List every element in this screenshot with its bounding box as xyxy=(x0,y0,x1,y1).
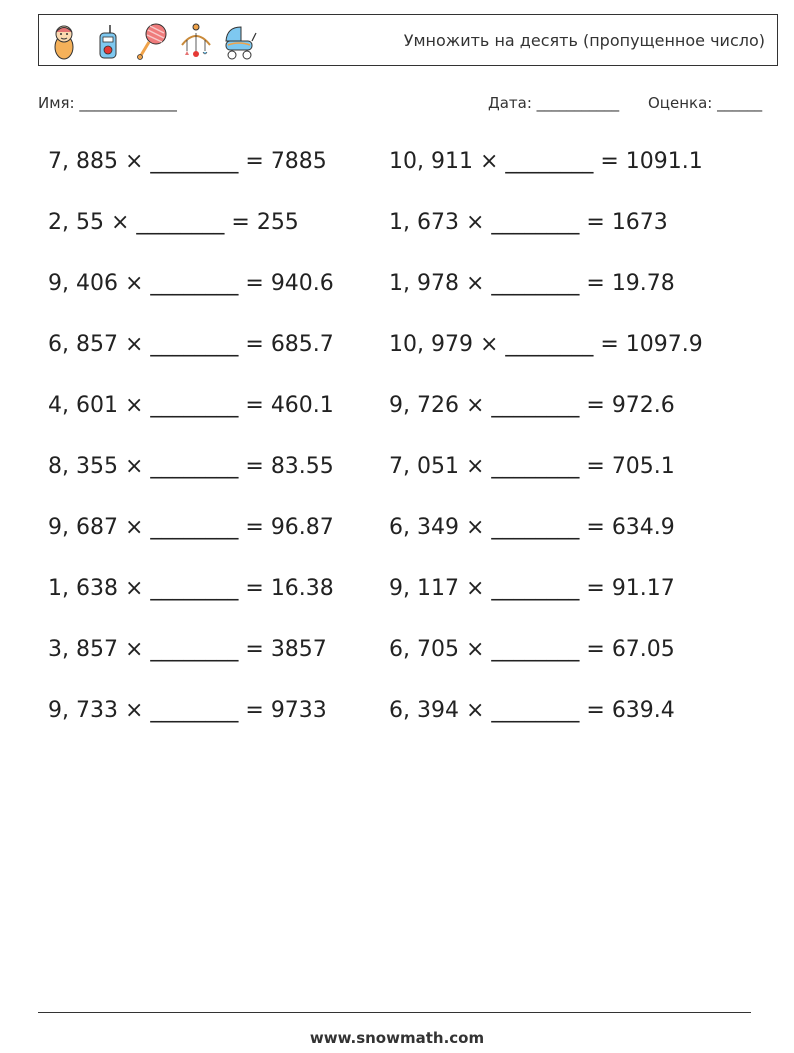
problem-right-2: 1, 673 × ________ = 1673 xyxy=(389,210,668,235)
problem-right-8: 9, 117 × ________ = 91.17 xyxy=(389,576,675,601)
baby-monitor-icon xyxy=(91,21,125,61)
date-field: Дата: ___________ xyxy=(488,94,620,112)
problem-left-4: 6, 857 × ________ = 685.7 xyxy=(48,332,334,357)
baby-icon xyxy=(47,21,81,61)
problem-left-7: 9, 687 × ________ = 96.87 xyxy=(48,515,334,540)
problem-right-10: 6, 394 × ________ = 639.4 xyxy=(389,698,675,723)
problem-left-1: 7, 885 × ________ = 7885 xyxy=(48,149,327,174)
problem-left-3: 9, 406 × ________ = 940.6 xyxy=(48,271,334,296)
problem-right-6: 7, 051 × ________ = 705.1 xyxy=(389,454,675,479)
problem-right-4: 10, 979 × ________ = 1097.9 xyxy=(389,332,703,357)
problem-left-2: 2, 55 × ________ = 255 xyxy=(48,210,299,235)
problem-left-5: 4, 601 × ________ = 460.1 xyxy=(48,393,334,418)
problem-right-5: 9, 726 × ________ = 972.6 xyxy=(389,393,675,418)
stroller-icon xyxy=(223,21,257,61)
header-icons xyxy=(47,20,257,62)
problem-right-1: 10, 911 × ________ = 1091.1 xyxy=(389,149,703,174)
footer-divider xyxy=(38,1012,751,1013)
rattle-icon xyxy=(135,21,169,61)
problem-left-6: 8, 355 × ________ = 83.55 xyxy=(48,454,334,479)
problem-left-8: 1, 638 × ________ = 16.38 xyxy=(48,576,334,601)
problem-left-10: 9, 733 × ________ = 9733 xyxy=(48,698,327,723)
problem-right-9: 6, 705 × ________ = 67.05 xyxy=(389,637,675,662)
score-field: Оценка: ______ xyxy=(648,94,763,112)
problem-left-9: 3, 857 × ________ = 3857 xyxy=(48,637,327,662)
worksheet-title: Умножить на десять (пропущенное число) xyxy=(403,31,765,50)
name-field: Имя: _____________ xyxy=(38,94,177,112)
problem-right-7: 6, 349 × ________ = 634.9 xyxy=(389,515,675,540)
footer-site-link[interactable]: www.snowmath.com xyxy=(309,1029,485,1047)
problem-right-3: 1, 978 × ________ = 19.78 xyxy=(389,271,675,296)
worksheet-header xyxy=(38,14,778,66)
crib-mobile-icon xyxy=(179,21,213,61)
